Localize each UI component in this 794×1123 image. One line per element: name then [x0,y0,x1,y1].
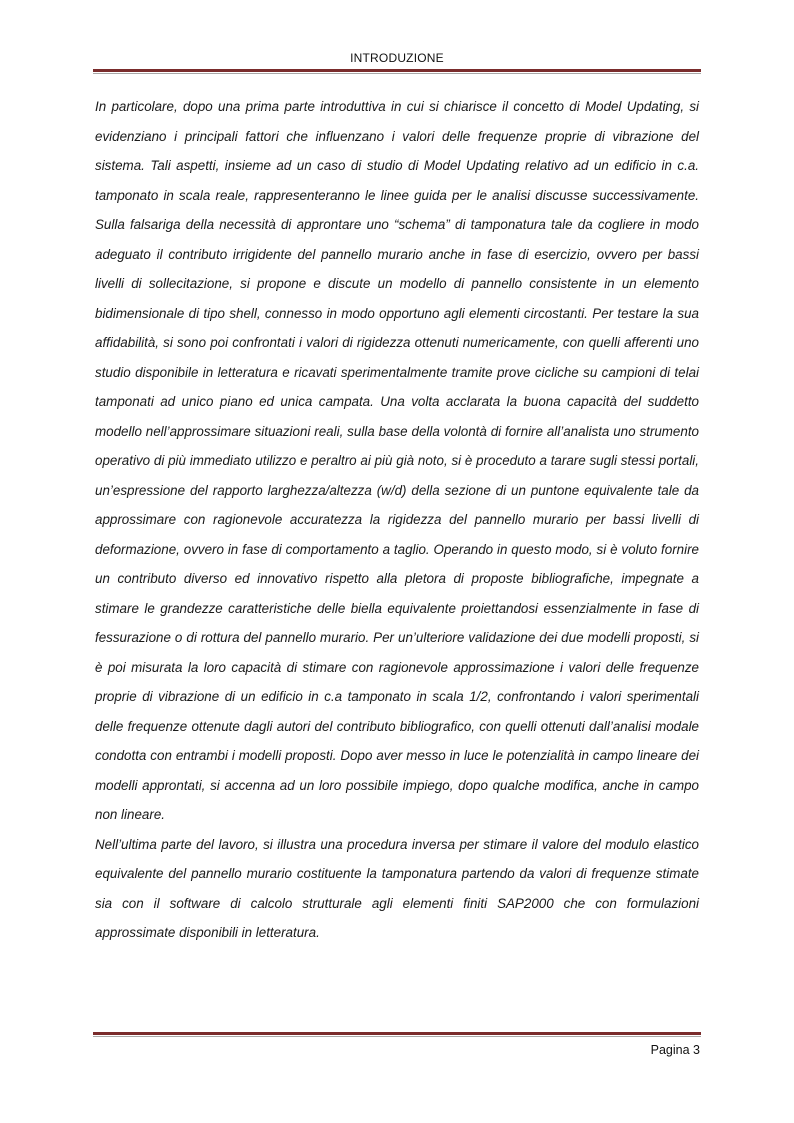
footer-divider-thin [93,1036,701,1037]
header-divider-thin [93,73,701,74]
header-divider-thick [93,69,701,72]
footer-divider [93,1032,701,1037]
header-divider [93,69,701,74]
footer-divider-thick [93,1032,701,1035]
body-paragraph: In particolare, dopo una prima parte introduttiva in cui si chiarisce il concetto di Model Updating, si evidenziano i principali fattori che influenzano i valori delle frequenze proprie di vibrazione del sistema. Tali aspetti, insieme ad un caso di studio di Model Updating relativo ad un edificio in c.a. tamponato in scala reale, rappresenteranno le linee guida per le analisi discusse successivamente. Sulla falsariga della necessità di approntare uno “schema” di tamponatura tale da cogliere in modo adeguato il contributo irrigidente del pannello murario anche in fase di esercizio, ovvero per bassi livelli di sollecitazione, si propone e discute un modello di pannello consistente in un elemento bidimensionale di tipo shell, connesso in modo opportuno agli elementi circostanti. Per testare la sua affidabilità, si sono poi confrontati i valori di rigidezza ottenuti numericamente, con quelli afferenti uno studio disponibile in letteratura e ricavati sperimentalmente tramite prove cicliche su campioni di telai tamponati ad unico piano ed unica campata. Una volta acclarata la buona capacità del suddetto modello nell’approssimare situazioni reali, sulla base della volontà di fornire all’analista uno strumento operativo di più immediato utilizzo e peraltro ai più già noto, si è proceduto a tarare sugli stessi portali, un’espressione del rapporto larghezza/altezza (w/d) della sezione di un puntone equivalente tale da approssimare con ragionevole accuratezza la rigidezza del pannello murario per bassi livelli di deformazione, ovvero in fase di comportamento a taglio. Operando in questo modo, si è voluto fornire un contributo diverso ed innovativo rispetto alla pletora di proposte bibliografiche, impegnate a stimare le grandezze caratteristiche delle biella equivalente proiettandosi essenzialmente in fase di fessurazione o di rottura del pannello murario. Per un’ulteriore validazione dei due modelli proposti, si è poi misurata la loro capacità di stimare con ragionevole approssimazione i valori delle frequenze proprie di vibrazione di un edificio in c.a tamponato in scala 1/2, confrontando i valori sperimentali delle frequenze ottenute dagli autori del contributo bibliografico, con quelli ottenuti dall’analisi modale condotta con entrambi i modelli proposti. Dopo aver messo in luce le potenzialità in campo lineare dei modelli approntati, si accenna ad un loro possibile impiego, dopo qualche modifica, anche in campo non lineare. [95,99,699,822]
body-text [95,92,699,948]
page-number: Pagina 3 [650,1043,700,1057]
body-paragraph: Nell’ultima parte del lavoro, si illustra una procedura inversa per stimare il valore del modulo elastico equivalente del pannello murario costituente la tamponatura partendo da valori di frequenze stimate sia con il software di calcolo strutturale agli elementi finiti SAP2000 che con formulazioni approssimate disponibili in letteratura. [95,836,699,940]
page-header-title: INTRODUZIONE [350,51,444,65]
